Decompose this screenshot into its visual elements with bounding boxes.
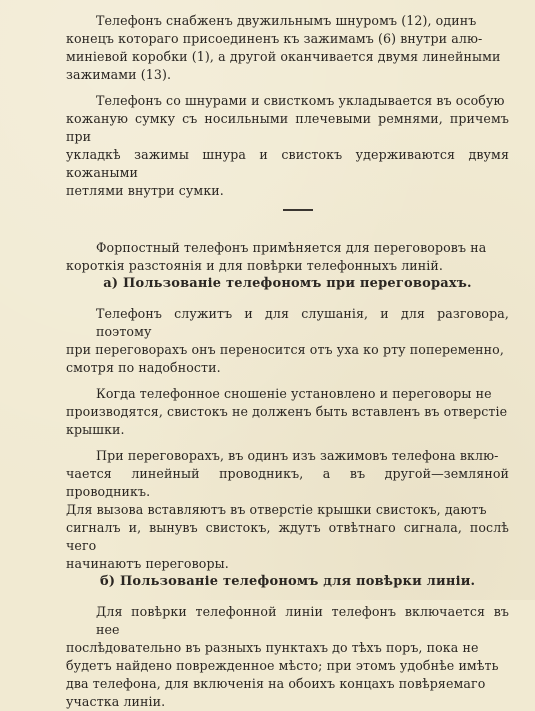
text-line: конецъ котораго присоединенъ къ зажимамъ (6) внутри алю-: [66, 31, 483, 46]
text-line: Телефонъ служитъ и для слушанія, и для разговора, поэтому: [96, 305, 509, 339]
paragraph-talk-listen: [66, 305, 509, 377]
text-line: смотря по надобности.: [66, 359, 221, 375]
text-line: миніевой коробки (1), а другой оканчивается двумя линейными: [66, 49, 501, 64]
text-line: крышки.: [66, 421, 125, 437]
text-line: Для вызова вставляютъ въ отверстіе крышки свистокъ, даютъ: [66, 501, 487, 517]
text-line: петлями внутри сумки.: [66, 183, 224, 198]
text-line: при переговорахъ онъ переносится отъ уха ко рту попеременно,: [66, 341, 504, 357]
text-line: Телефонъ снабженъ двужильнымъ шнуромъ (12), одинъ: [96, 13, 477, 28]
text-line: кожаную сумку съ носильными плечевыми ремнями, причемъ при: [66, 111, 509, 144]
paragraph-whistle: [66, 385, 509, 439]
text-line: Телефонъ со шнурами и свисткомъ укладывается въ особую: [96, 93, 505, 108]
text-line: два телефона, для включенія на обоихъ концахъ повѣряемаго: [66, 675, 486, 691]
text-line: короткія разстоянія и для повѣрки телефонныхъ линій.: [66, 257, 444, 273]
text-line: Форпостный телефонъ примѣняется для переговоровъ на: [96, 239, 487, 255]
paragraph-line-check: [66, 603, 509, 711]
section-heading-a: а) Пользованіе телефономъ при переговорахъ.: [103, 275, 472, 291]
text-line: начинаютъ переговоры.: [66, 555, 229, 571]
section-heading-b: б) Пользованіе телефономъ для повѣрки линіи.: [100, 573, 476, 589]
text-line: чается линейный проводникъ, а въ другой—земляной проводникъ.: [66, 465, 509, 499]
text-line: При переговорахъ, въ одинъ изъ зажимовъ телефона вклю-: [96, 447, 499, 463]
text-line: Когда телефонное сношеніе установлено и переговоры не: [96, 385, 492, 401]
paragraph-phone-cord: [66, 12, 509, 84]
text-line: сигналъ и, вынувъ свистокъ, ждутъ отвѣтнаго сигнала, послѣ чего: [66, 519, 509, 553]
text-line: Для повѣрки телефонной линіи телефонъ включается въ нее: [96, 603, 509, 637]
text-line: зажимами (13).: [66, 67, 172, 82]
text-line: послѣдовательно въ разныхъ пунктахъ до тѣхъ поръ, пока не: [66, 639, 479, 655]
text-line: участка линіи.: [66, 693, 166, 709]
section-divider: [283, 209, 313, 211]
paragraph-outpost-phone: [66, 239, 509, 275]
text-line: производятся, свистокъ не долженъ быть вставленъ въ отверстіе: [66, 403, 508, 419]
paragraph-phone-bag: [66, 92, 509, 200]
text-line: укладкѣ зажимы шнура и свистокъ удерживаются двумя кожаными: [66, 147, 509, 180]
text-line: будетъ найдено поврежденное мѣсто; при этомъ удобнѣе имѣть: [66, 657, 499, 673]
paragraph-calling: [66, 447, 509, 573]
